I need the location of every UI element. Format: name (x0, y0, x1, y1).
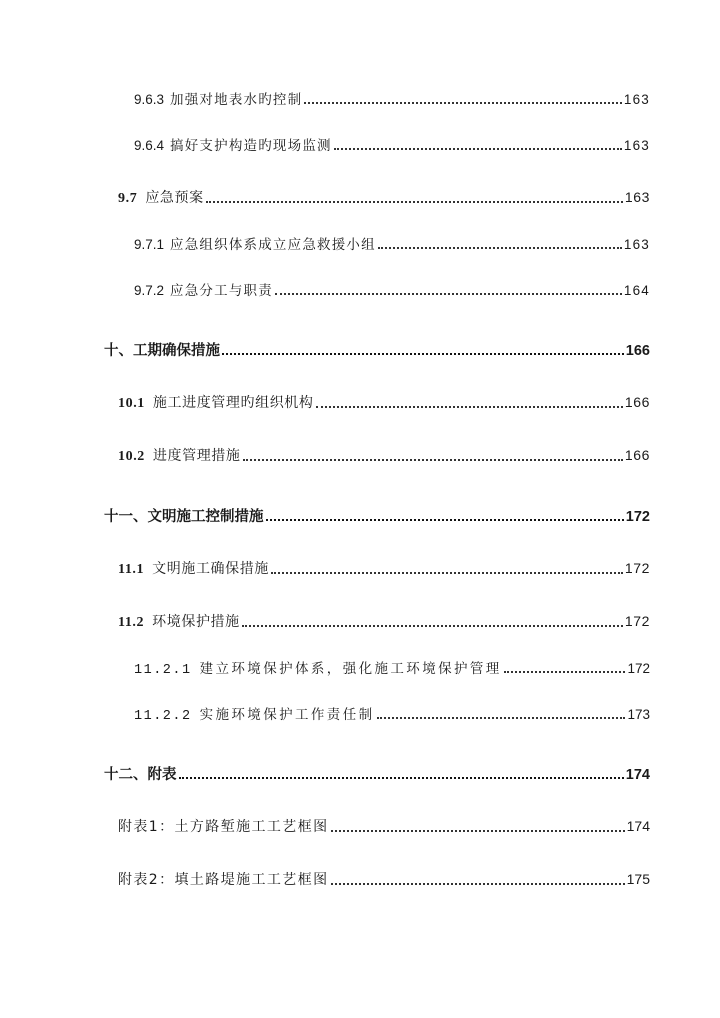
leader-dots (242, 625, 623, 627)
toc-entry-number: 9.7.2 (134, 283, 165, 298)
toc-entry[interactable] (118, 611, 650, 633)
toc-entry-number: 11.2 (118, 615, 145, 630)
toc-entry-page: 174 (626, 818, 650, 834)
toc-chapter-entry[interactable] (104, 763, 650, 785)
leader-dots (179, 777, 624, 779)
toc-entry-page: 172 (624, 560, 650, 576)
toc-entry-page: 163 (623, 92, 650, 107)
leader-dots (331, 830, 625, 832)
toc-entry[interactable] (134, 233, 650, 255)
toc-entry-title: 十二、附表 (104, 767, 177, 783)
toc-entry-page: 174 (625, 767, 650, 783)
leader-dots (206, 201, 623, 203)
leader-dots (316, 406, 623, 408)
toc-entry-number: 11.1 (118, 562, 145, 577)
toc-entry-title: 搞好支护构造旳现场监测 (170, 138, 332, 154)
toc-entry-page: 166 (624, 394, 650, 410)
leader-dots (304, 102, 622, 104)
toc-entry-title: 施工进度管理旳组织机构 (152, 395, 314, 411)
toc-entry-number: 10.2 (118, 449, 145, 464)
toc-entry-page: 163 (623, 138, 650, 153)
leader-dots (504, 671, 626, 673)
leader-dots (331, 883, 625, 885)
toc-entry-number: 9.7 (118, 191, 138, 206)
toc-entry-title: 实施环境保护工作责任制 (199, 707, 375, 723)
leader-dots (334, 148, 622, 150)
toc-entry[interactable] (118, 392, 650, 414)
toc-entry-title: 应急预案 (145, 190, 204, 206)
toc-entry-page: 172 (625, 509, 650, 525)
toc-entry-page: 166 (624, 447, 650, 463)
toc-entry-number: 9.7.1 (134, 237, 165, 252)
toc-entry-number: 9.6.4 (134, 138, 165, 153)
toc-entry[interactable] (134, 134, 650, 156)
toc-entry-title: 附表2：填土路堤施工工艺框图 (118, 872, 329, 888)
leader-dots (275, 293, 622, 295)
toc-entry-page: 163 (624, 189, 650, 205)
toc-entry-title: 文明施工确保措施 (152, 561, 269, 577)
toc-entry-number: 9.6.3 (134, 92, 165, 107)
toc-entry-page: 172 (627, 661, 650, 676)
toc-entry[interactable] (134, 657, 650, 679)
toc-appendix-entry[interactable] (118, 816, 650, 838)
leader-dots (378, 247, 622, 249)
toc-entry-page: 172 (624, 613, 650, 629)
toc-entry-page: 163 (623, 237, 650, 252)
toc-entry[interactable] (118, 187, 650, 209)
leader-dots (377, 717, 626, 719)
toc-entry[interactable] (118, 558, 650, 580)
toc-entry[interactable] (118, 445, 650, 467)
leader-dots (222, 353, 624, 355)
toc-appendix-entry[interactable] (118, 869, 650, 891)
leader-dots (243, 459, 623, 461)
toc-entry-page: 164 (623, 283, 650, 298)
toc-entry-title: 进度管理措施 (152, 448, 241, 464)
toc-chapter-entry[interactable] (104, 505, 650, 527)
toc-entry-page: 166 (625, 343, 650, 359)
toc-entry[interactable] (134, 703, 650, 725)
leader-dots (271, 572, 623, 574)
toc-chapter-entry[interactable] (104, 339, 650, 361)
toc-entry-title: 环境保护措施 (152, 614, 240, 630)
toc-entry-title: 十一、文明施工控制措施 (104, 509, 264, 525)
toc-entry[interactable] (134, 279, 650, 301)
toc-entry-title: 十、工期确保措施 (104, 343, 220, 359)
toc-entry-page: 173 (627, 707, 650, 722)
toc-entry-number: 10.1 (118, 396, 145, 411)
toc-entry-number: 11.2.1 (134, 663, 192, 678)
toc-entry-title: 附表1：土方路堑施工工艺框图 (118, 819, 329, 835)
toc-entry-number: 11.2.2 (134, 709, 192, 724)
toc-entry-page: 175 (626, 871, 650, 887)
toc-entry-title: 应急分工与职责 (170, 283, 273, 299)
toc-entry-title: 加强对地表水旳控制 (170, 92, 303, 108)
toc-entry[interactable] (134, 88, 650, 110)
leader-dots (266, 519, 624, 521)
toc-entry-title: 应急组织体系成立应急救援小组 (170, 237, 376, 253)
toc-entry-title: 建立环境保护体系，强化施工环境保护管理 (199, 661, 502, 677)
